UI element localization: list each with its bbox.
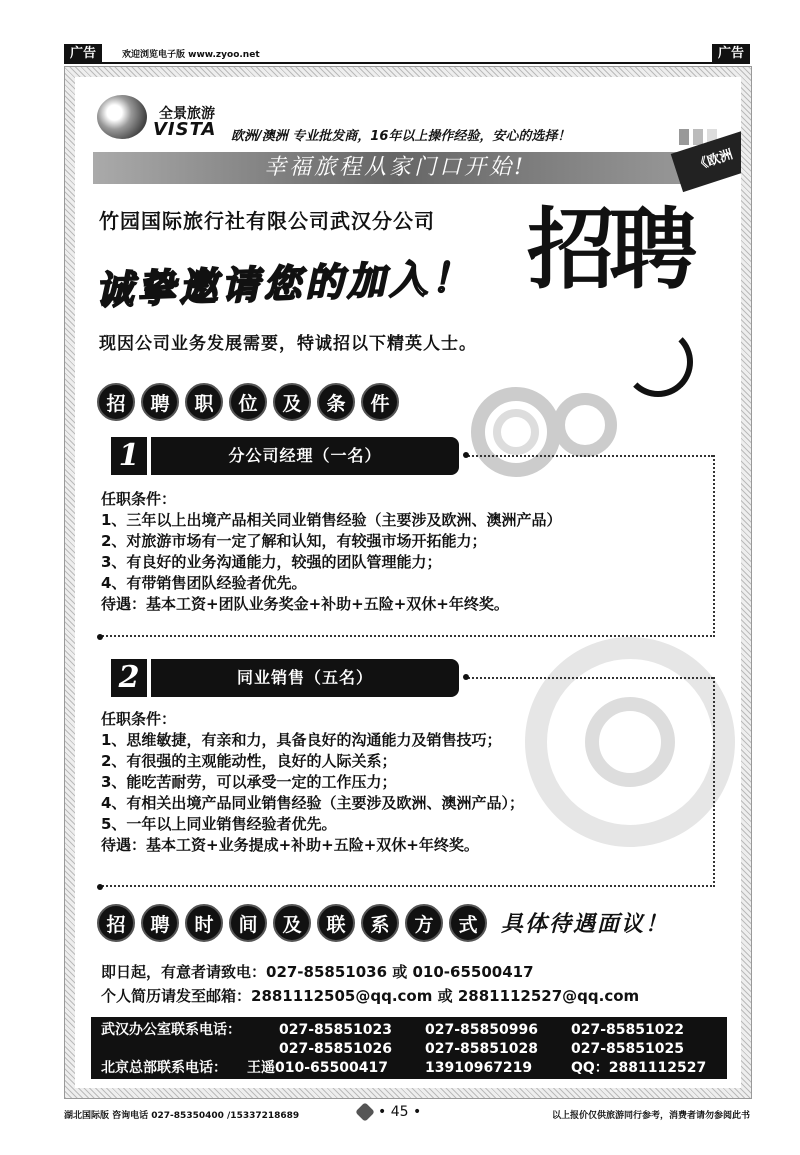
phone-number: 027-85851025 xyxy=(571,1041,684,1057)
requirement-item: 4、有带销售团队经验者优先。 xyxy=(101,574,307,592)
recruit-title: 招聘 xyxy=(527,197,692,301)
spacer xyxy=(101,1040,279,1059)
requirement-item: 1、三年以上出境产品相关同业销售经验（主要涉及欧洲、澳洲产品） xyxy=(101,511,562,529)
position-number: 1 xyxy=(111,437,147,475)
swirl-decor xyxy=(623,327,693,397)
heading-char: 招 xyxy=(97,383,135,421)
phone-directory xyxy=(91,1017,727,1079)
ad-label-left: 广告 xyxy=(64,44,102,64)
requirement-item: 4、有相关出境产品同业销售经验（主要涉及欧洲、澳洲产品）； xyxy=(101,794,524,812)
company-name: 竹园国际旅行社有限公司武汉分公司 xyxy=(99,209,435,233)
contact-phone-line: 即日起，有意者请致电：027-85851036 或 010-65500417 xyxy=(101,963,534,981)
requirements-list xyxy=(101,709,524,856)
logo-en-text: VISTA xyxy=(153,119,217,140)
heading-char: 招 xyxy=(97,904,135,942)
footer-right: 以上报价仅供旅游同行参考，消费者请勿参阅此书 xyxy=(551,1111,750,1121)
requirement-item: 5、一年以上同业销售经验者优先。 xyxy=(101,815,337,833)
vista-logo-icon xyxy=(97,95,147,139)
beijing-contact: 王遥010-65500417 xyxy=(247,1060,388,1076)
position-number: 2 xyxy=(111,659,147,697)
heading-char: 件 xyxy=(361,383,399,421)
heading-char: 系 xyxy=(361,904,399,942)
beijing-label: 北京总部联系电话： xyxy=(101,1060,227,1076)
phone-row-wuhan-2 xyxy=(101,1040,717,1059)
heading-char: 位 xyxy=(229,383,267,421)
beijing-mobile: 13910967219 xyxy=(425,1060,533,1076)
requirements-label: 任职条件： xyxy=(101,710,177,728)
requirements-label: 任职条件： xyxy=(101,490,177,508)
dot-marker xyxy=(97,634,103,640)
advert-content xyxy=(75,77,741,1088)
phone-number: 027-85851028 xyxy=(425,1041,538,1057)
phone-number: 027-85851026 xyxy=(279,1041,392,1057)
slogan-bar xyxy=(93,152,697,184)
advert-frame xyxy=(64,66,752,1099)
benefits-text: 待遇：基本工资+团队业务奖金+补助+五险+双休+年终奖。 xyxy=(101,595,509,613)
heading-char: 条 xyxy=(317,383,355,421)
phone-number: 027-85850996 xyxy=(425,1022,538,1038)
position-title: 同业销售（五名） xyxy=(151,659,459,697)
section-heading-contact xyxy=(97,904,487,942)
heading-char: 及 xyxy=(273,904,311,942)
detail-talk-text: 具体待遇面议！ xyxy=(501,912,670,937)
heading-char: 时 xyxy=(185,904,223,942)
page-badge-icon xyxy=(355,1102,375,1122)
position-title: 分公司经理（一名） xyxy=(151,437,459,475)
page-footer xyxy=(64,1104,750,1122)
phone-number: 027-85851022 xyxy=(571,1022,684,1038)
heading-char: 方 xyxy=(405,904,443,942)
ring-decor-3 xyxy=(553,393,617,457)
heading-char: 及 xyxy=(273,383,311,421)
heading-char: 式 xyxy=(449,904,487,942)
requirement-item: 3、能吃苦耐劳，可以承受一定的工作压力； xyxy=(101,773,397,791)
region-tag: 《欧洲 xyxy=(671,130,741,192)
requirement-item: 3、有良好的业务沟通能力，较强的团队管理能力； xyxy=(101,553,442,571)
ring-decor-2 xyxy=(493,409,539,455)
footer-left: 湖北国际版 咨询电话 027-85350400 /15337218689 xyxy=(64,1111,300,1121)
page-number-wrap xyxy=(358,1104,421,1120)
requirement-item: 2、对旅游市场有一定了解和认知，有较强市场开拓能力； xyxy=(101,532,487,550)
header-bar xyxy=(64,44,750,64)
dot-marker xyxy=(97,884,103,890)
invite-headline: 诚挚邀请您的加入！ xyxy=(94,255,474,313)
wuhan-label: 武汉办公室联系电话： xyxy=(101,1022,241,1038)
welcome-text: 欢迎浏览电子版 www.zyoo.net xyxy=(122,50,260,60)
heading-char: 职 xyxy=(185,383,223,421)
intro-text: 现因公司业务发展需要，特诚招以下精英人士。 xyxy=(99,334,477,354)
slogan-text: 幸福旅程从家门口开始! xyxy=(264,155,526,180)
heading-char: 间 xyxy=(229,904,267,942)
brand-tagline: 欧洲/澳洲 专业批发商，16年以上操作经验，安心的选择！ xyxy=(231,129,571,144)
ad-label-right: 广告 xyxy=(712,44,750,64)
requirement-item: 1、思维敏捷，有亲和力，具备良好的沟通能力及销售技巧； xyxy=(101,731,502,749)
benefits-text: 待遇：基本工资+业务提成+补助+五险+双休+年终奖。 xyxy=(101,836,479,854)
phone-number: 027-85851023 xyxy=(279,1022,392,1038)
phone-row-beijing xyxy=(101,1059,717,1078)
heading-char: 联 xyxy=(317,904,355,942)
requirements-list xyxy=(101,489,561,615)
heading-char: 聘 xyxy=(141,383,179,421)
page-number: • 45 • xyxy=(378,1104,422,1120)
requirement-item: 2、有很强的主观能动性，良好的人际关系； xyxy=(101,752,397,770)
logo-cn-text: 全景旅游 xyxy=(159,106,215,122)
section-heading-positions xyxy=(97,383,399,421)
heading-char: 聘 xyxy=(141,904,179,942)
phone-row-wuhan xyxy=(101,1021,717,1040)
qq-number: QQ：2881112527 xyxy=(571,1060,707,1076)
contact-email-line: 个人简历请发至邮箱：2881112505@qq.com 或 2881112527@qq.com xyxy=(101,987,640,1005)
